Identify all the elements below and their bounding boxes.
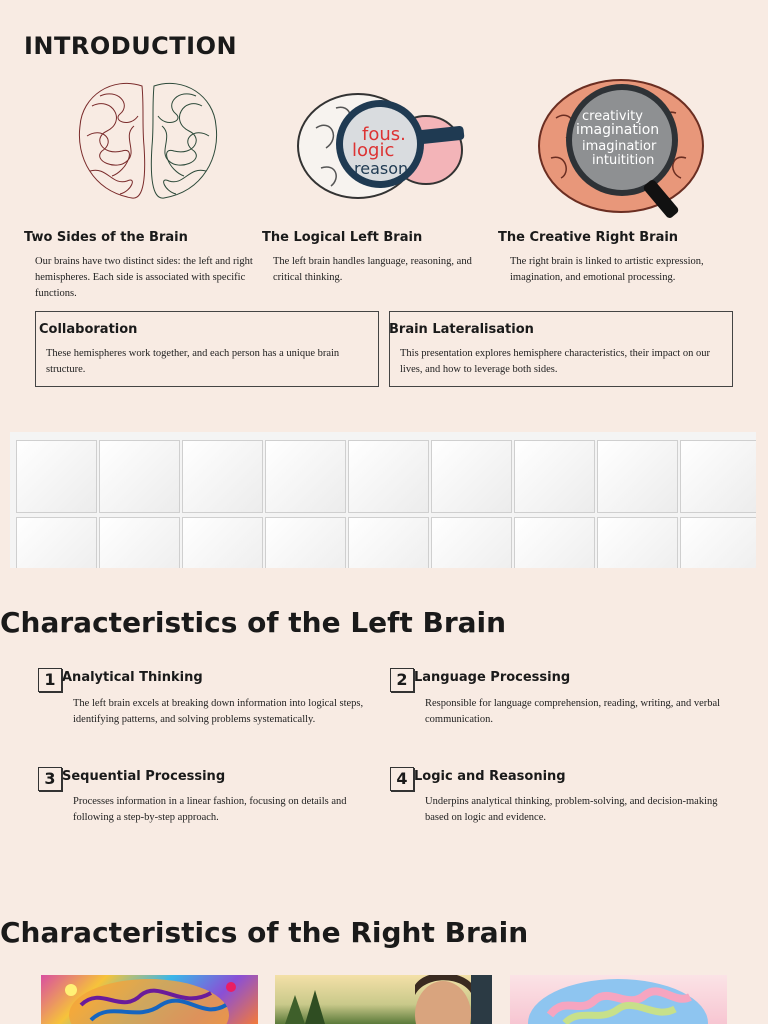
lateralisation-title: Brain Lateralisation bbox=[389, 322, 534, 337]
card-right-brain-text: The right brain is linked to artistic expression, imagination, and emotional processing. bbox=[510, 256, 704, 283]
left-item-4-text: Underpins analytical thinking, problem-solving, and decision-making based on logic and evidence. bbox=[425, 796, 718, 823]
brain-logic-image bbox=[296, 78, 468, 210]
card-right-brain-title: The Creative Right Brain bbox=[498, 230, 679, 245]
grid-tile bbox=[348, 517, 429, 568]
card-two-sides-text: Our brains have two distinct sides: the left and right hemispheres. Each side is associated with specific functions. bbox=[35, 256, 253, 299]
creativity-word-1: creativity bbox=[582, 109, 643, 124]
logic-word-2: logic bbox=[352, 140, 395, 161]
logic-word-3: reason bbox=[354, 159, 409, 178]
grid-tile bbox=[348, 440, 429, 513]
brain-lineart-image bbox=[72, 76, 224, 208]
intro-title: INTRODUCTION bbox=[24, 32, 238, 60]
left-item-3-title: Sequential Processing bbox=[62, 769, 226, 784]
logic-word-1: fous. bbox=[362, 124, 406, 145]
grid-tile bbox=[16, 440, 97, 513]
colorful-brain-image bbox=[41, 975, 258, 1024]
grid-tile bbox=[265, 440, 346, 513]
card-left-brain-text: The left brain handles language, reasoning, and critical thinking. bbox=[273, 256, 472, 283]
left-item-1-text: The left brain excels at breaking down information into logical steps, identifying patterns, and solving problems systematically. bbox=[73, 698, 364, 725]
pastel-brain-image bbox=[510, 975, 727, 1024]
left-item-2-text: Responsible for language comprehension, reading, writing, and verbal communication. bbox=[425, 698, 721, 725]
grid-tile bbox=[182, 517, 263, 568]
grid-tile bbox=[514, 517, 595, 568]
right-brain-section-title: Characteristics of the Right Brain bbox=[0, 916, 529, 949]
collaboration-text: These hemispheres work together, and each person has a unique brain structure. bbox=[46, 348, 340, 375]
left-item-2-title: Language Processing bbox=[414, 670, 571, 685]
left-item-2-number: 2 bbox=[390, 668, 414, 692]
grid-tile bbox=[597, 440, 678, 513]
left-item-1-title: Analytical Thinking bbox=[62, 670, 203, 685]
left-item-4-title: Logic and Reasoning bbox=[414, 769, 566, 784]
left-item-4-number: 4 bbox=[390, 767, 414, 791]
brain-creativity-image bbox=[536, 78, 706, 218]
grid-tile bbox=[680, 440, 756, 513]
grid-tile bbox=[597, 517, 678, 568]
card-left-brain-title: The Logical Left Brain bbox=[262, 230, 423, 245]
left-item-3-number: 3 bbox=[38, 767, 62, 791]
tile-grid-image bbox=[10, 432, 756, 568]
grid-tile bbox=[265, 517, 346, 568]
left-item-3-text: Processes information in a linear fashion, focusing on details and following a step-by-step approach. bbox=[73, 796, 347, 823]
left-brain-section-title: Characteristics of the Left Brain bbox=[0, 606, 507, 639]
card-two-sides-title: Two Sides of the Brain bbox=[24, 230, 188, 245]
creativity-word-4: intuitition bbox=[592, 153, 655, 168]
creativity-word-3: imaginatior bbox=[582, 139, 657, 154]
lateralisation-text: This presentation explores hemisphere characteristics, their impact on our lives, and how to leverage both sides. bbox=[400, 348, 710, 375]
grid-tile bbox=[182, 440, 263, 513]
grid-tile bbox=[431, 440, 512, 513]
grid-tile bbox=[99, 517, 180, 568]
grid-tile bbox=[680, 517, 756, 568]
grid-tile bbox=[99, 440, 180, 513]
left-item-1-number: 1 bbox=[38, 668, 62, 692]
collaboration-title: Collaboration bbox=[39, 322, 138, 337]
grid-tile bbox=[16, 517, 97, 568]
creativity-word-2: imagination bbox=[576, 122, 660, 138]
person-forest-image bbox=[275, 975, 492, 1024]
grid-tile bbox=[514, 440, 595, 513]
grid-tile bbox=[431, 517, 512, 568]
